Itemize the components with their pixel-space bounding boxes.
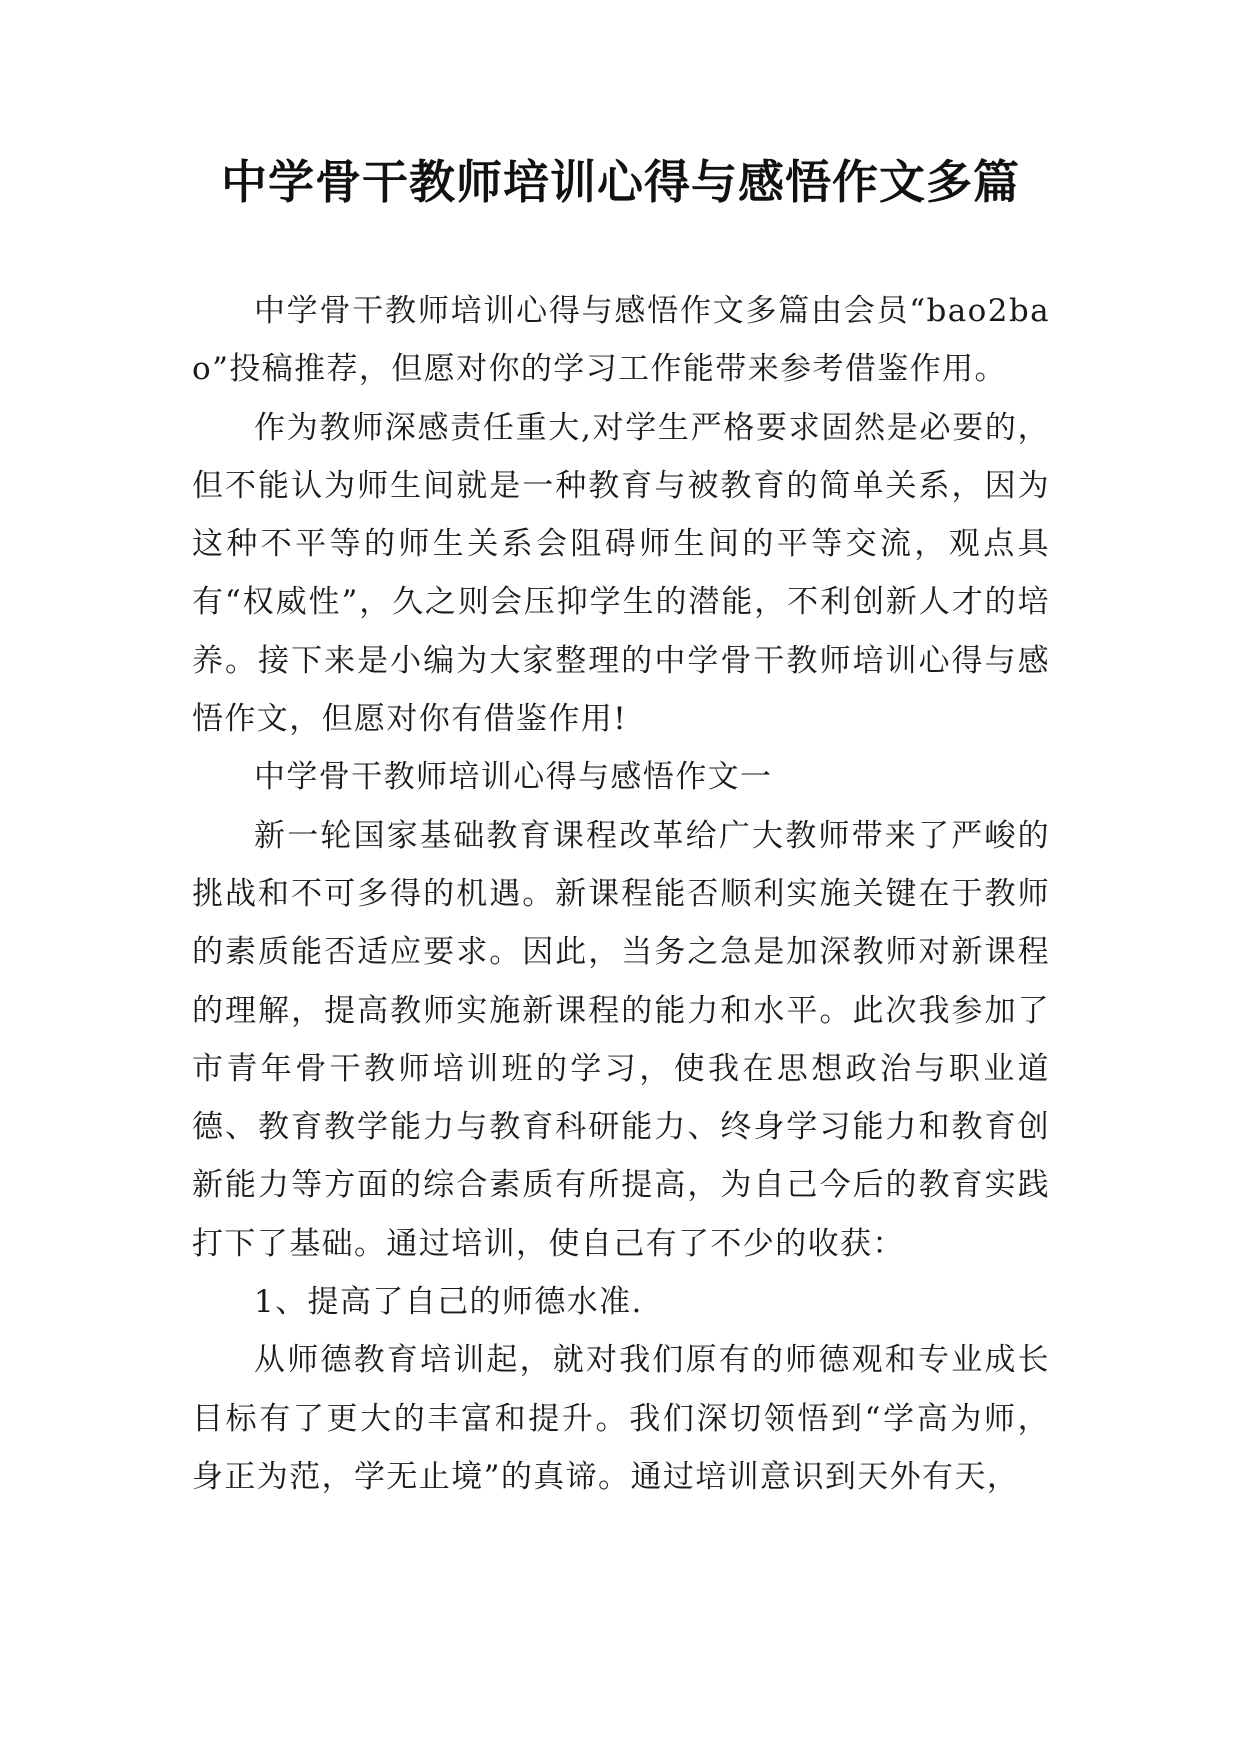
document-body	[192, 282, 1050, 1506]
preface-paragraph: 作为教师深感责任重大,对学生严格要求固然是必要的，但不能认为师生间就是一种教育与被教育的简单关系，因为这种不平等的师生关系会阻碍师生间的平等交流，观点具有“权威性”，久之则会压抑学生的潜能，不利创新人才的培养。接下来是小编为大家整理的中学骨干教师培训心得与感悟作文，但愿对你有借鉴作用!	[192, 409, 1050, 738]
body-paragraph: 新一轮国家基础教育课程改革给广大教师带来了严峻的挑战和不可多得的机遇。新课程能否顺利实施关键在于教师的素质能否适应要求。因此，当务之急是加深教师对新课程的理解，提高教师实施新课程的能力和水平。此次我参加了市青年骨干教师培训班的学习，使我在思想政治与职业道德、教育教学能力与教育科研能力、终身学习能力和教育创新能力等方面的综合素质有所提高，为自己今后的教育实践打下了基础。通过培训，使自己有了不少的收获：	[192, 817, 1050, 1262]
document-title: 中学骨干教师培训心得与感悟作文多篇	[221, 155, 1020, 209]
intro-paragraph: 中学骨干教师培训心得与感悟作文多篇由会员“bao2bao”投稿推荐，但愿对你的学习工作能带来参考借鉴作用。	[192, 293, 1050, 388]
body-paragraph: 从师德教育培训起，就对我们原有的师德观和专业成长目标有了更大的丰富和提升。我们深切领悟到“学高为师，身正为范，学无止境”的真谛。通过培训意识到天外有天，	[192, 1342, 1050, 1495]
section-heading: 中学骨干教师培训心得与感悟作文一	[254, 759, 773, 796]
list-item-heading: 1、提高了自己的师德水准.	[254, 1284, 643, 1321]
